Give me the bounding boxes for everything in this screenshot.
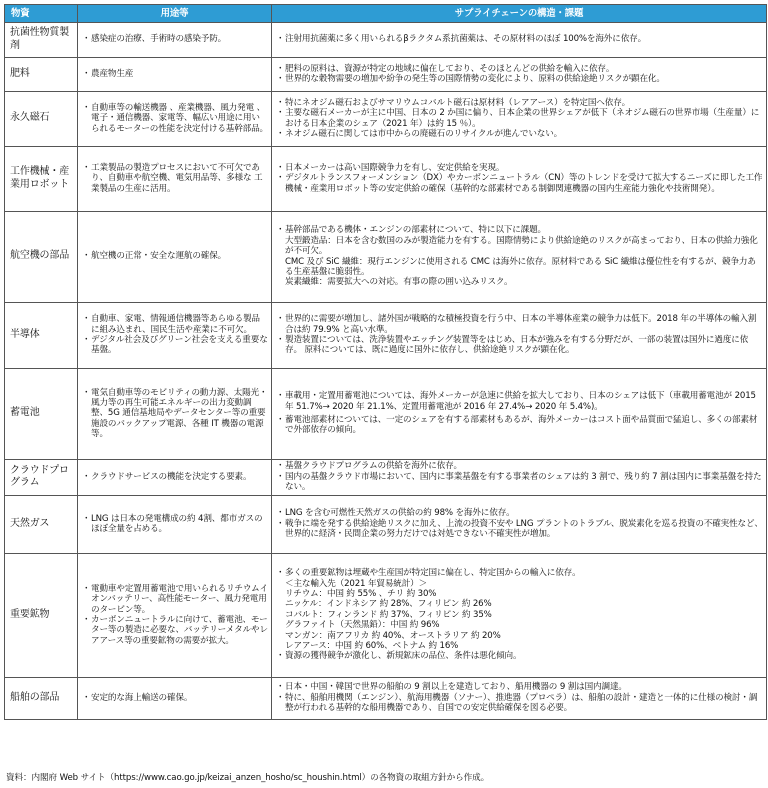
item-use (78, 58, 272, 92)
item-name: 永久磁石 (5, 92, 78, 147)
use-list (82, 251, 268, 261)
use-bullet: ・ クラウドサービスの機能を決定する要素。 (82, 472, 268, 482)
item-supply-chain (272, 212, 767, 303)
table-row (5, 23, 767, 58)
supply-bullet: ・ 蓄電池部素材については、一定のシェアを有する部素材もあるが、海外メーカーはコスト面や品質面で猛追し、多くの部素材で外部依存の傾向。 (276, 415, 763, 436)
use-bullet: ・ デジタル社会及びグリーン社会を支える重要な基盤。 (82, 335, 268, 356)
supply-list (276, 64, 763, 85)
table-row (5, 303, 767, 369)
supply-bullet: ・ 車載用・定置用蓄電池については、海外メーカーが急速に供給を拡大しており、日本のシェアは低下（車載用蓄電池が 2015 年 51.7%→ 2020 年 21.1%、定置用蓄電池が 2016 年 27.4%→ 2020 年 5.4%)。 (276, 391, 763, 412)
item-use (78, 147, 272, 212)
item-supply-chain (272, 303, 767, 369)
supply-list (276, 314, 763, 356)
supply-list (276, 225, 763, 235)
table-row (5, 496, 767, 554)
supply-subitem: グラファイト（天然黒鉛）：中国 約 96% (285, 620, 440, 631)
supply-chain-table (4, 4, 767, 720)
supply-subitem: ＜主な輸入先（2021 年貿易統計）＞ (285, 578, 428, 589)
use-bullet: ・ 自動車等の輸送機器 、産業機器、風力発電 、電子・通信機器、家電等、幅広い用途に用いられるモーターの性能を決定付ける基幹部品。 (82, 103, 268, 134)
use-list (82, 103, 268, 134)
item-name: 航空機の部品 (5, 212, 78, 303)
use-list (82, 514, 268, 535)
supply-bullet: ・ 基幹部品である機体・エンジンの部素材について、特に以下に課題。 (276, 225, 763, 235)
use-bullet: ・ 航空機の正常・安全な運航の確保。 (82, 251, 268, 261)
supply-bullet: ・ 日本・中国・韓国で世界の船舶の 9 割以上を建造しており、船用機器の 9 割は国内調達。 (276, 682, 763, 692)
item-name: 抗菌性物質製剤 (5, 23, 78, 58)
item-name: 半導体 (5, 303, 78, 369)
table-row (5, 147, 767, 212)
table-row (5, 58, 767, 92)
supply-list (276, 682, 763, 713)
supply-bullet: ・ ネオジム磁石に関しては市中からの廃磁石のリサイクルが進んでいない。 (276, 129, 763, 139)
header-item: 物資 (5, 5, 78, 23)
supply-subitem: 炭素繊維：需要拡大への対応。有事の際の囲い込みリスク。 (285, 277, 513, 288)
table-row (5, 678, 767, 720)
item-supply-chain (272, 554, 767, 678)
item-use (78, 678, 272, 720)
item-name: 肥料 (5, 58, 78, 92)
supply-bullet: ・ 日本メーカーは高い国際競争力を有し、安定供給を実現。 (276, 163, 763, 173)
supply-bullet: ・ LNG を含む可燃性天然ガスの供給の約 98% を海外に依存。 (276, 508, 763, 518)
table-row (5, 369, 767, 460)
item-name: 船舶の部品 (5, 678, 78, 720)
item-supply-chain (272, 23, 767, 58)
supply-list (276, 461, 763, 492)
supply-subitem: マンガン：南アフリカ 約 40%、オーストラリア 約 20% (285, 630, 501, 641)
supply-subitem: リチウム：中国 約 55% 、チリ 約 30% (285, 589, 437, 600)
item-use (78, 496, 272, 554)
item-use (78, 303, 272, 369)
item-name: 重要鉱物 (5, 554, 78, 678)
table-row (5, 212, 767, 303)
supply-bullet: ・ 世界的な穀物需要の増加や紛争の発生等の国際情勢の変化により、原料の供給途絶リスクが顕在化。 (276, 74, 763, 84)
item-supply-chain (272, 58, 767, 92)
item-supply-chain (272, 460, 767, 496)
use-bullet: ・ 工業製品の製造プロセスにおいて不可欠であり、自動車や航空機、電気用品等、多様な 工業製品の生産に活用。 (82, 163, 268, 194)
use-list (82, 584, 268, 646)
item-name: 工作機械・産業用ロボット (5, 147, 78, 212)
supply-list (276, 415, 763, 436)
use-bullet: ・ 感染症の治療、手術時の感染予防。 (82, 34, 268, 44)
item-supply-chain (272, 92, 767, 147)
item-use (78, 23, 272, 58)
use-list (82, 388, 268, 440)
supply-list (276, 391, 763, 412)
supply-subitem: レアアース：中国 約 60%、ベトナム 約 16% (285, 640, 459, 651)
table-row (5, 92, 767, 147)
use-list (82, 693, 268, 703)
supply-bullet: ・ 戦争に端を発する供給途絶リスクに加え、上流の投資不安や LNG プラントのトラブル、脱炭素化を巡る投資の不確実性など、世界的に経済・民間企業の努力だけでは対処できない不確実性が増加。 (276, 519, 763, 540)
item-supply-chain (272, 496, 767, 554)
use-bullet: ・ 安定的な海上輸送の確保。 (82, 693, 268, 703)
supply-bullet: ・ 基盤クラウドプログラムの供給を海外に依存。 (276, 461, 763, 471)
supply-bullet: ・ 製造装置については、洗浄装置やエッチング装置等をはじめ、日本が強みを有する分野だが、一部の装置は国外に過度に依存。 原料については、既に過度に国外に依存し、供給途絶リスクが顕在化。 (276, 335, 763, 356)
supply-list (276, 508, 763, 539)
use-list (82, 314, 268, 356)
supply-list (276, 651, 763, 661)
use-bullet: ・ 自動車、家電、情報通信機器等あらゆる製品に組み込まれ、国民生活や産業に不可欠。 (82, 314, 268, 335)
table-row (5, 460, 767, 496)
table-header-row (5, 5, 767, 23)
supply-bullet: ・ 特に、船舶用機関（エンジン）、航海用機器（ソナー）、推進器（プロペラ）は、船舶の設計・建造と一体的に仕様の検討・調整が行われる基幹的な船用機器であり、自国での安定供給確保を図る必要。 (276, 693, 763, 714)
item-use (78, 212, 272, 303)
supply-bullet: ・ デジタルトランスフォーメンション（DX）やカーボンニュートラル（CN）等のトレンドを受けて拡大するニーズに即した工作機械・産業用ロボット等の安定供給の確保（基幹的な部素材である制御関連機器の国内生産能力強化や技術開発）。 (276, 173, 763, 194)
use-bullet: ・ LNG は日本の発電構成の約 4割、都市ガスのほぼ全量を占める。 (82, 514, 268, 535)
item-supply-chain (272, 678, 767, 720)
use-list (82, 69, 268, 79)
supply-bullet: ・ 国内の基盤クラウド市場において、国内に事業基盤を有する事業者のシェアは約 3 割で、残り約 7 割は国内に事業基盤を持たない。 (276, 472, 763, 493)
item-use (78, 92, 272, 147)
supply-bullet: ・ 世界的に需要が増加し、諸外国が戦略的な積極投資を行う中、日本の半導体産業の競争力は低下。2018 年の半導体の輸入割合は約 79.9% と高い水準。 (276, 314, 763, 335)
supply-list (276, 163, 763, 194)
supply-subitem: コバルト：フィンランド 約 37%、フィリピン 約 35% (285, 609, 492, 620)
item-supply-chain (272, 369, 767, 460)
supply-bullet: ・ 注射用抗菌薬に多く用いられるβラクタム系抗菌薬は、その原材料のほぼ 100%を海外に依存。 (276, 34, 763, 44)
item-use (78, 554, 272, 678)
supply-bullet: ・ 主要な磁石メーカーが主に中国、日本の 2 か国に偏り、日本企業の世界シェアが低下（ネオジム磁石の世界市場（生産量）における日本企業のシェア（2021 年）は約 15 ％）。 (276, 108, 763, 129)
table-body (5, 23, 767, 720)
use-bullet: ・ 農産物生産 (82, 69, 268, 79)
use-bullet: ・ 電動車や定置用蓄電池で用いられるリチウムイオンバッテリー、高性能モーター、風力発電用のタービン等。 (82, 584, 268, 615)
item-name: クラウドプログラム (5, 460, 78, 496)
supply-bullet: ・ 肥料の原料は、資源が特定の地域に偏在しており、そのほとんどの供給を輸入に依存。 (276, 64, 763, 74)
supply-list (276, 568, 763, 578)
header-use: 用途等 (78, 5, 272, 23)
supply-subitem: ニッケル：インドネシア 約 28%、フィリピン 約 26% (285, 599, 492, 610)
item-name: 天然ガス (5, 496, 78, 554)
supply-list (276, 98, 763, 140)
supply-list (276, 34, 763, 44)
use-list (82, 34, 268, 44)
header-supply-chain: サプライチェーンの構造・課題 (272, 5, 767, 23)
use-list (82, 163, 268, 194)
item-name: 蓄電池 (5, 369, 78, 460)
item-use (78, 460, 272, 496)
item-use (78, 369, 272, 460)
supply-subitem: 大型鍛造品：日本を含む数国のみが製造能力を有する。国際情勢により供給途絶のリスクが高まっており、日本の供給力強化が不可欠。 (285, 235, 758, 257)
use-bullet: ・ 電気自動車等のモビリティの動力源、太陽光・風力等の再生可能エネルギーの出力変動調整、5G 通信基地局やデータセンター等の重要施設のバックアップ電源、各種 IT 機器の電源等。 (82, 388, 268, 440)
supply-subitem: CMC 及び SiC 繊維：現行エンジンに使用される CMC は海外に依存。原材料である SiC 繊維は優位性を有するが、競争力ある生産基盤に脆弱性。 (285, 256, 756, 277)
supply-bullet: ・ 資源の獲得競争が激化し、新規鉱床の品位、条件は悪化傾向。 (276, 651, 763, 661)
source-note: 資料：内閣府 Web サイト（https://www.cao.go.jp/keizai_anzen_hosho/sc_houshin.html）の各物資の取組方針から作成。 (6, 773, 490, 783)
supply-bullet: ・ 特にネオジム磁石およびサマリウムコバルト磁石は原材料（レアアース）を特定国へ依存。 (276, 98, 763, 108)
use-bullet: ・ カーボンニュートラルに向けて、蓄電池、モーター等の製造に必要な、バッテリーメタルやレアアース等の重要鉱物の需要が拡大。 (82, 615, 268, 646)
use-list (82, 472, 268, 482)
supply-bullet: ・ 多くの重要鉱物は埋蔵や生産国が特定国に偏在し、特定国からの輸入に依存。 (276, 568, 763, 578)
item-supply-chain (272, 147, 767, 212)
table-row (5, 554, 767, 678)
